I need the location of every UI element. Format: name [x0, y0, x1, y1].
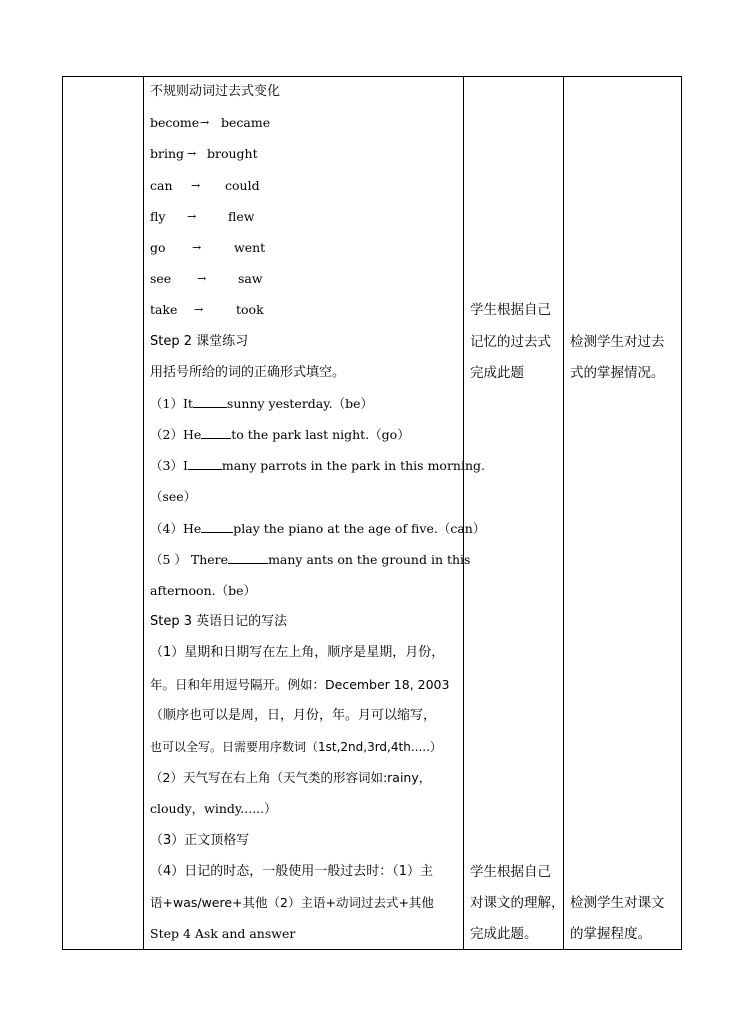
diary-rule: （2）天气写在右上角（天气类的形容词如:rainy，	[150, 770, 432, 785]
exercise-5	[150, 551, 470, 569]
student-activity-line: 完成此题。	[470, 926, 538, 942]
diary-rule: （4）日记的时态，一般使用一般过去时：（1）主	[150, 864, 434, 879]
exercise-text: sunny yesterday.（be）	[226, 396, 374, 411]
verb-base: fly	[150, 209, 166, 224]
student-activity-line: 学生根据自己	[470, 864, 551, 880]
student-activity-line: 对课文的理解，	[470, 895, 565, 911]
verb-base: take	[150, 302, 178, 317]
verb-base: go	[150, 240, 166, 255]
verb-base: can	[150, 178, 173, 193]
exercise-4	[150, 520, 485, 538]
student-activity-line: 完成此题	[470, 365, 524, 381]
diary-rule: （顺序也可以是周，日，月份，年。月可以缩写，	[150, 708, 437, 723]
arrow-icon: →	[200, 116, 210, 129]
verb-base: see	[150, 271, 172, 286]
answer-blank[interactable]	[228, 551, 268, 564]
arrow-icon: →	[191, 179, 201, 192]
diary-rule: 语+was/were+其他（2）主语+动词过去式+其他	[150, 895, 434, 910]
column-divider	[143, 77, 144, 949]
verb-base: bring	[150, 146, 185, 161]
diary-rule: 年。日和年用逗号隔开。例如：December 18, 2003	[150, 677, 450, 692]
student-activity-line: 记忆的过去式	[470, 334, 551, 350]
arrow-icon: →	[194, 303, 204, 316]
exercise-5-cont: afternoon.（be）	[150, 583, 256, 598]
irregular-verbs-heading: 不规则动词过去式变化	[150, 84, 281, 99]
purpose-line: 式的掌握情况。	[570, 365, 665, 381]
column-divider	[563, 77, 564, 949]
arrow-icon: →	[197, 272, 207, 285]
arrow-icon: →	[187, 147, 197, 160]
exercise-text: to the park last night.（go）	[231, 427, 410, 442]
purpose-line: 的掌握程度。	[570, 926, 651, 942]
verb-past: went	[234, 240, 266, 255]
answer-blank[interactable]	[201, 520, 233, 533]
exercise-text: （4）He	[150, 521, 202, 536]
step3-heading: Step 3 英语日记的写法	[150, 614, 288, 629]
verb-past: saw	[238, 271, 263, 286]
exercise-1	[150, 395, 373, 413]
arrow-icon: →	[192, 241, 202, 254]
verb-past: brought	[207, 146, 258, 161]
answer-blank[interactable]	[201, 426, 231, 439]
step4-heading: Step 4 Ask and answer	[150, 926, 296, 941]
diary-rule: 也可以全写。日需要用序数词（1st,2nd,3rd,4th.....）	[150, 740, 442, 754]
exercise-text: （2）He	[150, 427, 202, 442]
exercise-3	[150, 457, 485, 475]
exercise-text: many parrots in the park in this morning.	[221, 458, 485, 473]
student-activity-line: 学生根据自己	[470, 302, 551, 318]
diary-rule: cloudy，windy......）	[150, 801, 277, 816]
exercise-text: （5 ） There	[150, 552, 229, 567]
verb-base: become	[150, 115, 200, 130]
exercise-instruction: 用括号所给的词的正确形式填空。	[150, 365, 346, 380]
verb-past: took	[236, 302, 264, 317]
diary-rule: （1）星期和日期写在左上角，顺序是星期，月份，	[150, 645, 445, 660]
verb-past: became	[221, 115, 271, 130]
column-divider	[463, 77, 464, 949]
diary-rule: （3）正文顶格写	[150, 833, 250, 848]
exercise-2	[150, 426, 410, 444]
answer-blank[interactable]	[188, 457, 222, 470]
verb-past: could	[225, 178, 260, 193]
exercise-text: play the piano at the age of five.（can）	[233, 521, 486, 536]
purpose-line: 检测学生对课文	[570, 895, 665, 911]
arrow-icon: →	[187, 210, 197, 223]
step2-heading: Step 2 课堂练习	[150, 334, 249, 349]
exercise-text: （1）It	[150, 396, 193, 411]
exercise-3-cont: （see）	[150, 489, 197, 504]
verb-past: flew	[228, 209, 255, 224]
purpose-line: 检测学生对过去	[570, 334, 665, 350]
exercise-text: （3）I	[150, 458, 188, 473]
exercise-text: many ants on the ground in this	[268, 552, 471, 567]
answer-blank[interactable]	[193, 395, 227, 408]
